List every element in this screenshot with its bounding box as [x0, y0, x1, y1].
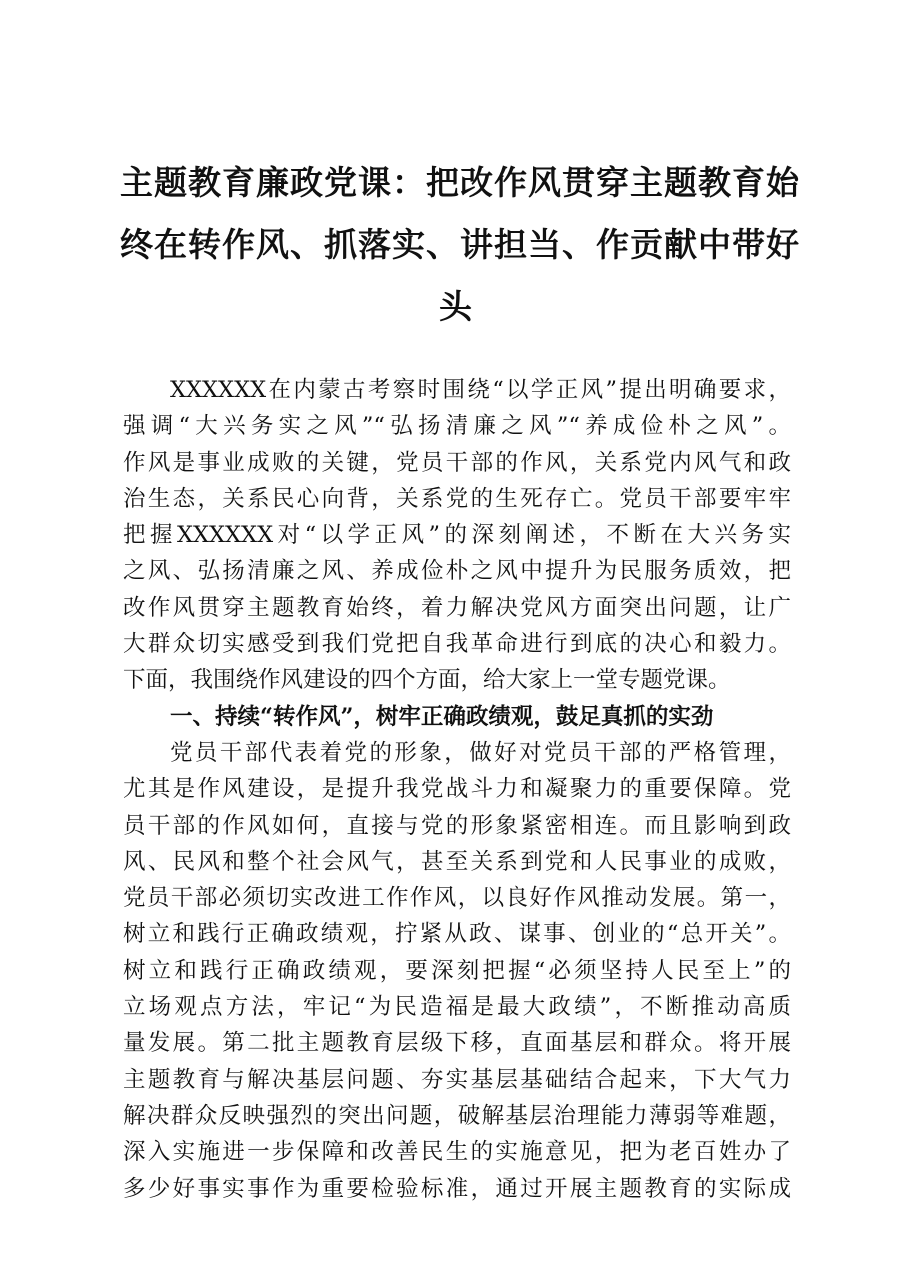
text-line: 尤其是作风建设，是提升我党战斗力和凝聚力的重要保障。党	[123, 776, 791, 803]
text-line: 深入实施进一步保障和改善民生的实施意见，把为老百姓办了	[123, 1139, 791, 1166]
text-line: 主题教育与解决基层问题、夯实基层基础结合起来，下大气力	[123, 1066, 791, 1093]
title-line: 主题教育廉政党课：把改作风贯穿主题教育始	[120, 163, 800, 202]
paragraph-intro	[123, 372, 791, 699]
text-line: 强调“大兴务实之风”“弘扬清廉之风”“养成俭朴之风”。	[123, 413, 791, 440]
text-line: 党员干部必须切实改进工作作风，以良好作风推动发展。第一，	[123, 885, 791, 912]
text-line: 多少好事实事作为重要检验标准，通过开展主题教育的实际成	[123, 1175, 791, 1202]
text-line: 治生态，关系民心向背，关系党的生死存亡。党员干部要牢牢	[123, 485, 791, 512]
text-line: 之风、弘扬清廉之风、养成俭朴之风中提升为民服务质效，把	[123, 558, 791, 585]
text-line: 树立和践行正确政绩观，拧紧从政、谋事、创业的“总开关”。	[123, 921, 791, 948]
section-heading: 一、持续“转作风”，树牢正确政绩观，鼓足真抓的实劲	[170, 703, 714, 730]
text-line: 改作风贯穿主题教育始终，着力解决党风方面突出问题，让广	[123, 594, 791, 621]
text-line: 量发展。第二批主题教育层级下移，直面基层和群众。将开展	[123, 1030, 791, 1057]
text-line: 解决群众反映强烈的突出问题，破解基层治理能力薄弱等难题，	[123, 1102, 791, 1129]
title-line: 头	[439, 287, 473, 326]
document-title	[120, 152, 800, 338]
text-line: 立场观点方法，牢记“为民造福是最大政绩”，不断推动高质	[123, 994, 791, 1021]
text-line: 把握XXXXXX对“以学正风”的深刻阐述，不断在大兴务实	[123, 522, 791, 549]
text-line: XXXXXX在内蒙古考察时围绕“以学正风”提出明确要求，	[170, 377, 791, 403]
text-line: 党员干部代表着党的形象，做好对党员干部的严格管理，	[170, 739, 791, 766]
text-line: 作风是事业成败的关键，党员干部的作风，关系党内风气和政	[123, 449, 791, 476]
text-line: 风、民风和整个社会风气，甚至关系到党和人民事业的成败，	[123, 848, 791, 875]
title-line: 终在转作风、抓落实、讲担当、作贡献中带好	[120, 225, 800, 264]
text-line: 大群众切实感受到我们党把自我革命进行到底的决心和毅力。	[123, 631, 791, 658]
document-body	[123, 372, 791, 1207]
text-line: 下面，我围绕作风建设的四个方面，给大家上一堂专题党课。	[123, 667, 731, 694]
paragraph-section-1	[123, 735, 791, 1207]
text-line: 员干部的作风如何，直接与党的形象紧密相连。而且影响到政	[123, 812, 791, 839]
text-line: 树立和践行正确政绩观，要深刻把握“必须坚持人民至上”的	[123, 957, 791, 984]
